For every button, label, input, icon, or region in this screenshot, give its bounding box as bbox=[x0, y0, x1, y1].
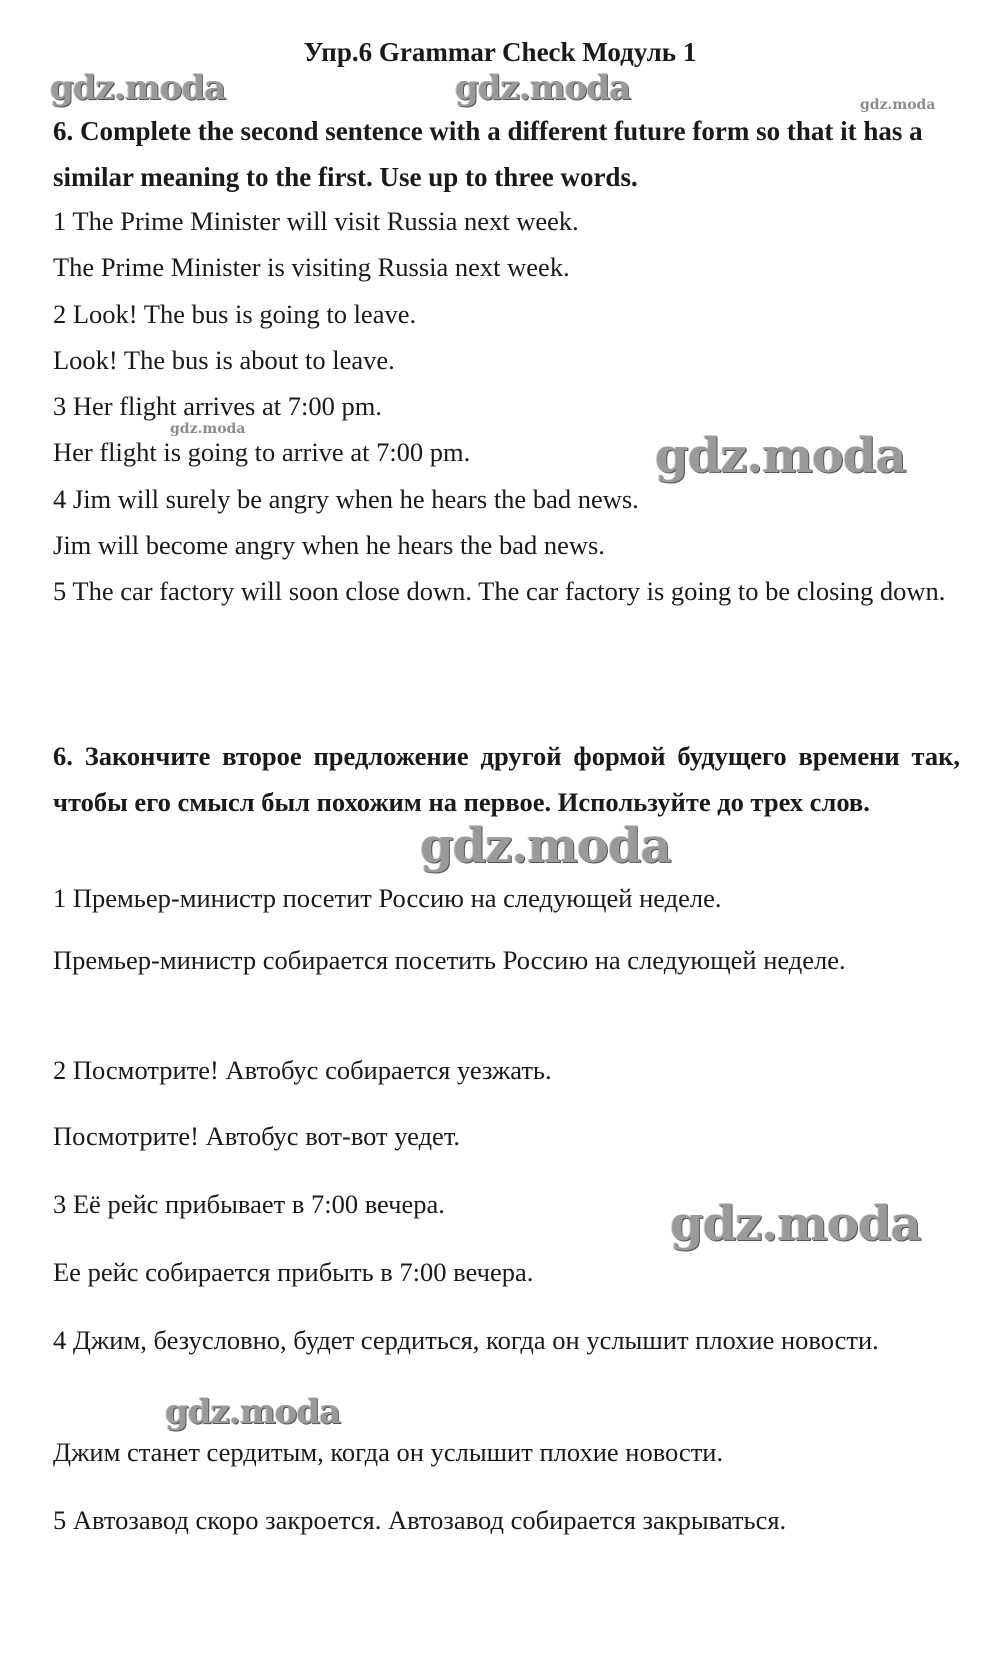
watermark-logo: gdz.moda bbox=[670, 1196, 921, 1252]
english-line: 4 Jim will surely be angry when he hears the bad news. bbox=[53, 483, 639, 514]
watermark-logo: gdz.moda bbox=[420, 818, 671, 874]
watermark-logo: gdz.moda bbox=[165, 1392, 341, 1432]
english-line: 1 The Prime Minister will visit Russia next week. bbox=[53, 206, 579, 236]
watermark-logo: gdz.moda bbox=[860, 97, 936, 113]
english-line: 2 Look! The bus is going to leave. bbox=[53, 298, 417, 329]
russian-line: Посмотрите! Автобус вот-вот уедет. bbox=[53, 1121, 461, 1151]
russian-line: Джим станет сердитым, когда он услышит плохие новости. bbox=[53, 1437, 724, 1467]
russian-line: 1 Премьер-министр посетит Россию на следующей неделе. bbox=[53, 883, 722, 913]
watermark-logo: gdz.moda bbox=[50, 68, 226, 108]
russian-task-instruction: 6. Закончите второе предложение другой формой будущего времени так, чтобы его смысл был похожим на первое. Используйте до трех слов. bbox=[53, 741, 960, 817]
watermark-logo: gdz.moda bbox=[655, 428, 906, 484]
english-line: The Prime Minister is visiting Russia next week. bbox=[53, 252, 570, 283]
english-task-instruction: 6. Complete the second sentence with a different future form so that it has a similar meaning to the first. Use up to three words. bbox=[53, 116, 923, 192]
english-answers bbox=[53, 198, 960, 615]
english-line: Look! The bus is about to leave. bbox=[53, 344, 395, 375]
russian-line: 3 Её рейс прибывает в 7:00 вечера. bbox=[53, 1189, 445, 1219]
english-line: 5 The car factory will soon close down. The car factory is going to be closing down. bbox=[53, 576, 946, 607]
watermark-logo: gdz.moda bbox=[455, 68, 631, 108]
english-line: Jim will become angry when he hears the bad news. bbox=[53, 530, 605, 561]
russian-line: 2 Посмотрите! Автобус собирается уезжать. bbox=[53, 1055, 552, 1085]
russian-line: 4 Джим, безусловно, будет сердиться, когда он услышит плохие новости. bbox=[53, 1325, 879, 1355]
english-line: 3 Her flight arrives at 7:00 pm. bbox=[53, 391, 382, 422]
english-line: Her flight is going to arrive at 7:00 pm. bbox=[53, 437, 471, 468]
russian-line: Ее рейс собирается прибыть в 7:00 вечера. bbox=[53, 1257, 534, 1287]
russian-line: Премьер-министр собирается посетить Россию на следующей неделе. bbox=[53, 945, 846, 975]
russian-line: 5 Автозавод скоро закроется. Автозавод собирается закрываться. bbox=[53, 1505, 787, 1535]
page-title: Упр.6 Grammar Check Модуль 1 bbox=[303, 37, 697, 67]
watermark-logo: gdz.moda bbox=[170, 421, 246, 437]
